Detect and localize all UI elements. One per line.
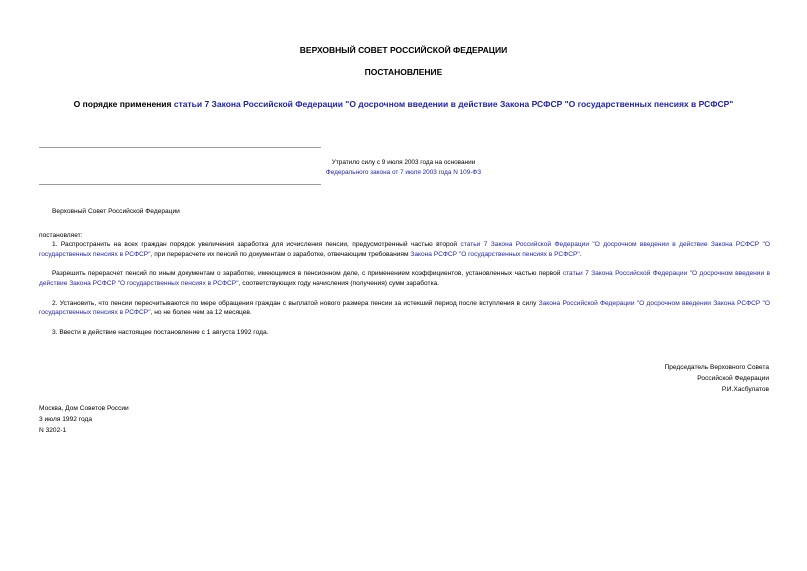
paragraph-1-continued	[39, 269, 770, 288]
repeal-law-link[interactable]: Федерального закона от 7 июля 2003 года N 109-ФЗ	[325, 169, 482, 176]
paragraph-3-text-2: , но не более чем за 12 месяцев.	[150, 309, 252, 317]
signature-block	[664, 362, 769, 395]
resolves-line: постановляет:	[39, 231, 83, 239]
paragraph-1-text: 1. Распространить на всех граждан порядок увеличения заработка для исчисления пенсии, предусмотренный частью второй	[52, 241, 461, 249]
federal-law-link[interactable]: Закона Российской Федерации "О досрочном введении Закона РСФСР "О государственных пенсиях в РСФСР"	[39, 299, 770, 317]
article-7-link-2[interactable]: статьи 7 Закона Российской Федерации "О досрочном введении в действие Закона РСФСР "О государственных пенсиях в РСФСР"	[39, 270, 770, 287]
signer-position: Председатель Верховного Совета	[664, 364, 769, 371]
status-divider-bottom	[39, 184, 321, 185]
signer-name: Р.И.Хасбулатов	[721, 386, 769, 393]
signing-place: Москва, Дом Советов России	[39, 405, 129, 412]
paragraph-3-text: 2. Установить, что пенсии пересчитываются по мере обращения граждан с выплатой нового размера пенсии за истекший период после вступления в силу	[52, 299, 539, 307]
paragraph-1	[39, 240, 770, 259]
paragraph-2-text-2: , соответствующих году начисления (получения) сумм заработка.	[238, 279, 440, 287]
signing-date: 3 июля 1992 года	[39, 416, 93, 423]
signer-organization: Российской Федерации	[697, 375, 769, 382]
document-body	[39, 207, 770, 337]
document-number: N 3202-1	[39, 427, 67, 434]
issuing-body-heading: ВЕРХОВНЫЙ СОВЕТ РОССИЙСКОЙ ФЕДЕРАЦИИ	[299, 45, 508, 55]
paragraph-2-text: Разрешить перерасчет пенсий по иным документам о заработке, имеющимся в пенсионном деле, с применением коэффициентов, установленных частью первой	[52, 270, 563, 278]
status-note-text: Утратило силу с 9 июля 2003 года на основании	[331, 159, 476, 166]
intro-paragraph: Верховный Совет Российской Федерации	[52, 208, 180, 215]
paragraph-1-text-3: .	[579, 250, 582, 258]
status-note	[0, 158, 807, 178]
paragraph-2	[39, 299, 770, 318]
document-type-heading: ПОСТАНОВЛЕНИЕ	[364, 67, 443, 77]
title-prefix: О порядке применения	[73, 99, 174, 109]
place-date-block	[39, 403, 129, 436]
pension-law-link[interactable]: Закона РСФСР "О государственных пенсиях в РСФСР"	[410, 250, 580, 258]
article-7-link[interactable]: статьи 7 Закона Российской Федерации "О досрочном введении в действие Закона РСФСР "О государственных пенсиях в РСФСР"	[39, 241, 770, 258]
document-title	[0, 99, 807, 110]
paragraph-1-text-2: , при перерасчете их пенсий по документам о заработке, отвечающим требованиям	[150, 250, 411, 258]
paragraph-3: 3. Ввести в действие настоящее постановление с 1 августа 1992 года.	[52, 328, 269, 336]
title-law-link[interactable]: статьи 7 Закона Российской Федерации "О досрочном введении в действие Закона РСФСР "О государственных пенсиях в РСФСР"	[173, 99, 734, 109]
status-divider-top	[39, 147, 321, 148]
